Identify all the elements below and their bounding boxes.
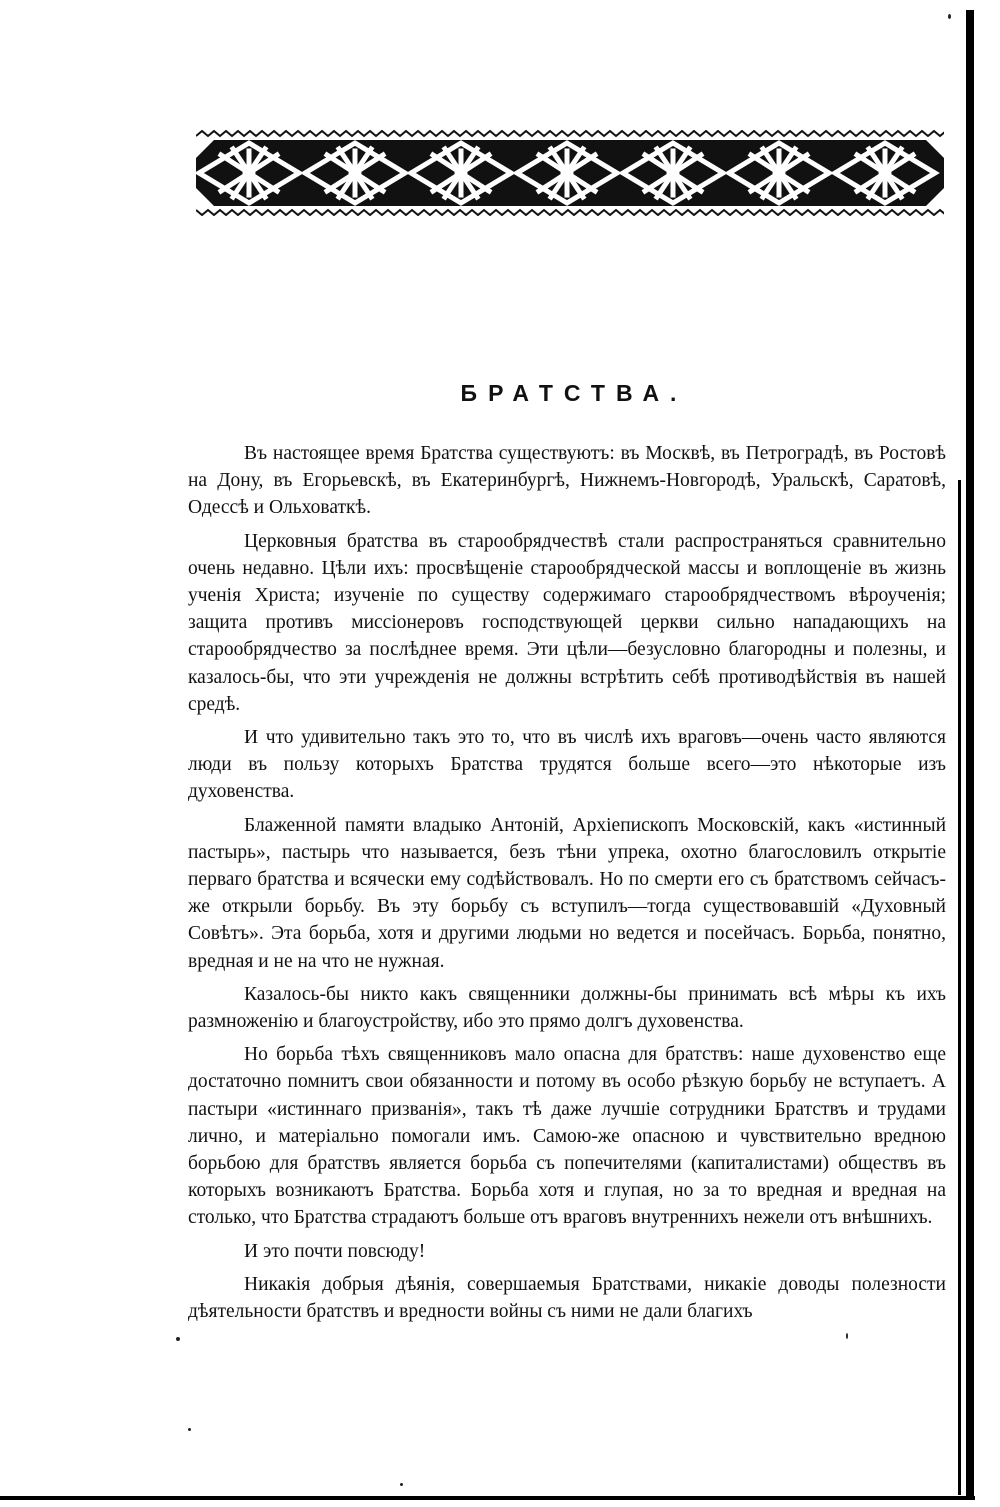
paragraph-4: Блаженной памяти владыко Антоній, Архіепископъ Московскій, какъ «истинный пастырь», пастырь что называется, безъ тѣни упрека, охотно благословилъ открытіе перваго братства и всячески ему содѣйствовалъ. Но по смерти его съ братствомъ сейчасъ-же открыли борьбу. Въ эту борьбу съ вступилъ—тогда существовавшій «Духовный Совѣтъ». Эта борьба, хотя и другими людьми но ведется и посейчасъ. Борьба, понятно, вредная и не на что не нужная.	[188, 814, 946, 972]
scan-speck	[846, 1333, 848, 1339]
ornament-center	[563, 169, 571, 177]
page-title: БРАТСТВА.	[460, 380, 688, 406]
paragraph-8: Никакія добрыя дѣянія, совершаемыя Братствами, никакіе доводы полезности дѣятельности братствъ и вредности войны съ ними не дали благихъ	[188, 1273, 946, 1323]
paragraph-1: Въ настоящее время Братства существуютъ: въ Москвѣ, въ Петроградѣ, въ Ростовѣ на Дону, въ Егорьевскѣ, въ Екатеринбургѣ, Нижнемъ-Новгородѣ, Уральскѣ, Саратовѣ, Одессѣ и Ольховаткѣ.	[188, 443, 946, 519]
header-ornament	[196, 130, 944, 216]
paragraph-5: Казалось-бы никто какъ священники должны-бы принимать всѣ мѣры къ ихъ размноженію и благоустройству, ибо это прямо долгъ духовенства.	[188, 983, 946, 1033]
ornament-center	[457, 169, 465, 177]
paragraph-7: И это почти повсюду!	[244, 1240, 426, 1262]
paragraph-6: Но борьба тѣхъ священниковъ мало опасна для братствъ: наше духовенство еще достаточно помнитъ свои обязанности и потому въ особо рѣзкую борьбу не вступаетъ. А пастыри «истиннаго призванія», такъ тѣ даже лучшіе сотрудники Братствъ и трудами лично, и матеріально помогали имъ. Самою-же опасною и чувствительно вредною борьбою для братствъ является борьба съ попечителями (капиталистами) обществъ въ которыхъ возникаютъ Братства. Борьба хотя и глупая, но за то вредная и вредная на столько, что Братства страдаютъ больше отъ враговъ внутреннихъ нежели отъ внѣшнихъ.	[188, 1044, 946, 1229]
scan-speck	[188, 1428, 191, 1431]
paragraph-3: И что удивительно такъ это то, что въ числѣ ихъ враговъ—очень часто являются люди въ пользу которыхъ Братства трудятся больше всего—это нѣкоторые изъ духовенства.	[188, 727, 946, 803]
scan-edge-inner-line	[958, 480, 961, 1495]
paragraph-2: Церковныя братства въ старообрядчествѣ стали распространяться сравнительно очень недавно. Цѣли ихъ: просвѣщеніе старообрядческой массы и воплощеніе въ жизнь ученія Христа; изученіе по существу содержимаго старообрядчествомъ вѣроученія; защита противъ миссіонеровъ господствующей церкви сильно нападающихъ на старообрядчество за послѣднее время. Эти цѣли—безусловно благородны и полезны, и казалось-бы, что эти учрежденія не должны встрѣтить себѣ противодѣйствія въ нашей средѣ.	[188, 530, 946, 715]
scan-speck	[400, 1483, 403, 1486]
ornament-center	[775, 169, 783, 177]
scan-edge-bottom	[0, 1496, 975, 1500]
scan-speck	[176, 1337, 180, 1341]
scan-edge-right	[966, 10, 974, 1500]
ornament-center	[351, 169, 359, 177]
article-body	[188, 440, 946, 1331]
ornament-center	[669, 169, 677, 177]
ornament-center	[245, 169, 253, 177]
scan-speck	[948, 14, 951, 19]
ornament-center	[881, 169, 889, 177]
